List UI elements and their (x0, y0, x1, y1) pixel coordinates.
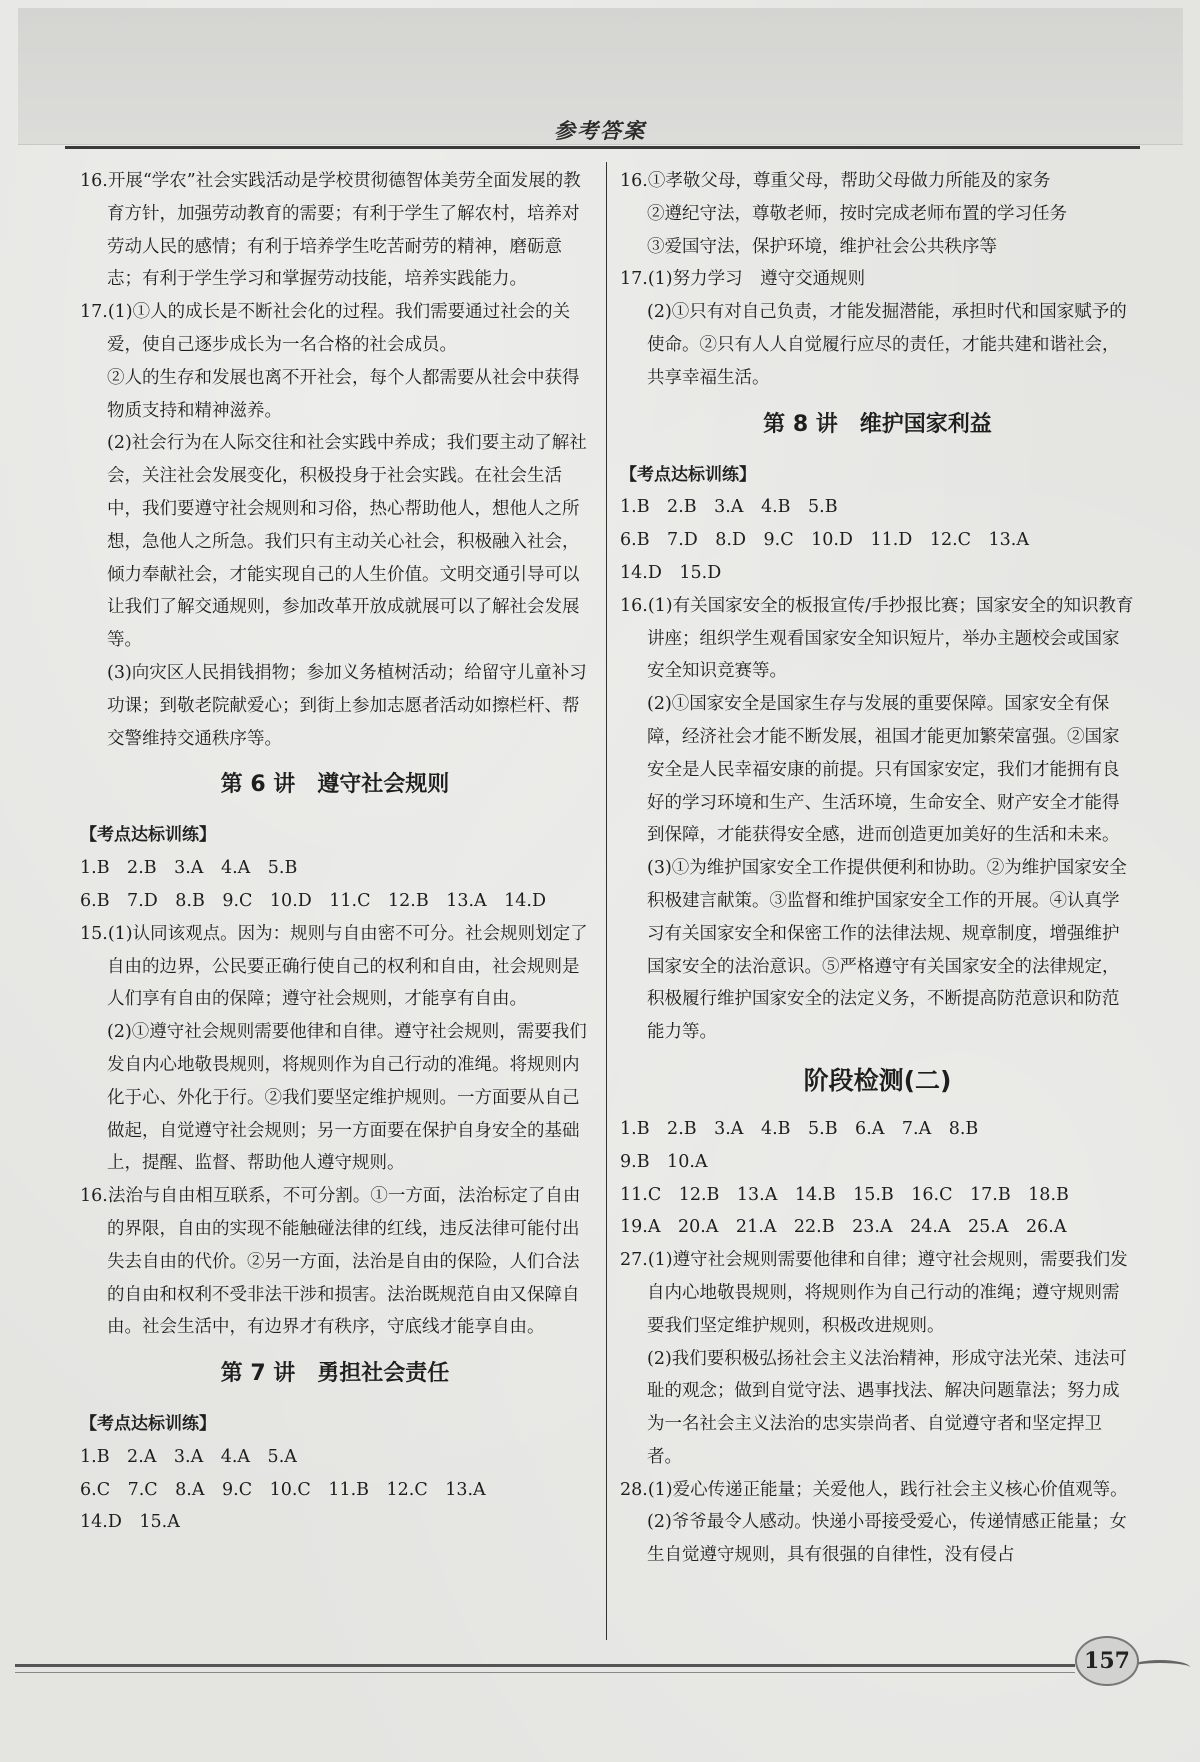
left-column (80, 165, 590, 1539)
column-divider (606, 162, 607, 1640)
stage-answer-28-1: 28.(1)爱心传递正能量；关爱他人，践行社会主义核心价值观等。 (620, 1479, 1128, 1500)
lesson-8-title: 第 8 讲 维护国家利益 (763, 411, 992, 437)
stage-answer-27-1: 27.(1)遵守社会规则需要他律和自律；遵守社会规则，需要我们发自内心地敬畏规则，将规则作为自己行动的准绳；遵守规则需要我们坚定维护规则，积极改进规则。 (620, 1250, 1128, 1336)
lesson-8-answers-3: 14.D 15.D (620, 562, 722, 583)
lesson-7-answer-17-2: (2)①只有对自己负责，才能发掘潜能，承担时代和国家赋予的使命。②只有人人自觉履行应尽的责任，才能共建和谐社会，共享幸福生活。 (647, 302, 1127, 388)
answer-17-1a: 17.(1)①人的成长是不断社会化的过程。我们需要通过社会的关爱，使自己逐步成长为一名合格的社会成员。 (80, 302, 571, 355)
lesson-6-answer-15-1: 15.(1)认同该观点。因为：规则与自由密不可分。社会规则划定了自由的边界，公民要正确行使自己的权利和自由，社会规则是人们享有自由的保障；遵守社会规则，才能享有自由。 (80, 923, 588, 1010)
footer-rule (15, 1664, 1075, 1667)
page-header-title: 参考答案 (554, 118, 646, 143)
lesson-6-answer-16: 16.法治与自由相互联系，不可分割。①一方面，法治标定了自由的界限，自由的实现不能触碰法律的红线，违反法律可能付出失去自由的代价。②另一方面，法治是自由的保险，人们合法的自由和权利不受非法干涉和损害。法治既规范自由又保障自由。社会生活中，有边界才有秩序，守底线才能享自由。 (80, 1186, 581, 1338)
lesson-8-answer-16-3: (3)①为维护国家安全工作提供便利和协助。②为维护国家安全积极建言献策。③监督和维护国家安全工作的开展。④认真学习有关国家安全和保密工作的法律法规、规章制度，增强维护国家安全的法治意识。⑤严格遵守有关国家安全的法律规定，积极履行维护国家安全的法定义务，不断提高防范意识和防范能力等。 (647, 858, 1127, 1043)
stage-answers-1: 1.B 2.B 3.A 4.B 5.B 6.A 7.A 8.B (620, 1118, 979, 1139)
lesson-6-answers-1: 1.B 2.B 3.A 4.A 5.B (80, 858, 298, 879)
answer-16: 16.开展“学农”社会实践活动是学校贯彻德智体美劳全面发展的教育方针，加强劳动教育的需要；有利于学生了解农村，培养对劳动人民的感情；有利于培养学生吃苦耐劳的精神，磨砺意志；有利于学生学习和掌握劳动技能，培养实践能力。 (80, 171, 581, 290)
footer-swoosh (1130, 1660, 1190, 1675)
lesson-7-section-head: 【考点达标训练】 (80, 1414, 216, 1435)
answer-17-3: (3)向灾区人民捐钱捐物；参加义务植树活动；给留守儿童补习功课；到敬老院献爱心；到街上参加志愿者活动如擦栏杆、帮交警维持交通秩序等。 (107, 662, 587, 749)
right-column (620, 165, 1135, 1572)
stage-answer-27-2: (2)我们要积极弘扬社会主义法治精神，形成守法光荣、违法可耻的观念；做到自觉守法、遇事找法、解决问题靠法；努力成为一名社会主义法治的忠实崇尚者、自觉遵守者和坚定捍卫者。 (647, 1348, 1127, 1467)
lesson-7-answers-1: 1.B 2.A 3.A 4.A 5.A (80, 1446, 297, 1467)
lesson-6-answers-2: 6.B 7.D 8.B 9.C 10.D 11.C 12.B 13.A 14.D (80, 890, 547, 911)
stage-answers-4: 19.A 20.A 21.A 22.B 23.A 24.A 25.A 26.A (620, 1217, 1067, 1238)
footer-rule-thin (15, 1672, 1075, 1673)
lesson-7-answers-2: 6.C 7.C 8.A 9.C 10.C 11.B 12.C 13.A (80, 1479, 486, 1500)
lesson-7-answer-17-1: 17.(1)努力学习 遵守交通规则 (620, 269, 866, 290)
stage-test-title: 阶段检测(二) (803, 1065, 952, 1095)
stage-answer-28-2: (2)爷爷最令人感动。快递小哥接受爱心，传递情感正能量；女生自觉遵守规则，具有很强的自律性，没有侵占 (647, 1512, 1127, 1566)
lesson-7-answer-16c: ③爱国守法，保护环境，维护社会公共秩序等 (647, 236, 997, 257)
lesson-8-section-head: 【考点达标训练】 (620, 464, 756, 485)
lesson-8-answer-16-1: 16.(1)有关国家安全的板报宣传/手抄报比赛；国家安全的知识教育讲座；组织学生观看国家安全知识短片，举办主题校会或国家安全知识竞赛等。 (620, 595, 1134, 682)
lesson-6-answer-15-2: (2)①遵守社会规则需要他律和自律。遵守社会规则，需要我们发自内心地敬畏规则，将规则作为自己行动的准绳。将规则内化于心、外化于行。②我们要坚定维护规则。一方面要从自己做起，自觉遵守社会规则；另一方面要在保护自身安全的基础上，提醒、监督、帮助他人遵守规则。 (107, 1022, 587, 1174)
lesson-8-answers-1: 1.B 2.B 3.A 4.B 5.B (620, 497, 838, 518)
lesson-8-answers-2: 6.B 7.D 8.D 9.C 10.D 11.D 12.C 13.A (620, 530, 1030, 551)
lesson-7-answer-16b: ②遵纪守法，尊敬老师，按时完成老师布置的学习任务 (647, 203, 1067, 224)
lesson-7-answer-16a: 16.①孝敬父母，尊重父母，帮助父母做力所能及的家务 (620, 171, 1051, 191)
answer-17-2: (2)社会行为在人际交往和社会实践中养成；我们要主动了解社会，关注社会发展变化，积极投身于社会实践。在社会生活中，我们要遵守社会规则和习俗，热心帮助他人，想他人之所想，急他人之所急。我们只有主动关心社会，积极融入社会，倾力奉献社会，才能实现自己的人生价值。文明交通引导可以让我们了解交通规则，参加改革开放成就展可以了解社会发展等。 (107, 433, 587, 651)
answer-17-1b: ②人的生存和发展也离不开社会，每个人都需要从社会中获得物质支持和精神滋养。 (107, 367, 580, 421)
lesson-6-title: 第 6 讲 遵守社会规则 (220, 772, 450, 798)
stage-answers-2: 9.B 10.A (620, 1151, 708, 1172)
lesson-7-answers-3: 14.D 15.A (80, 1512, 180, 1533)
header-rule (65, 146, 1140, 149)
lesson-8-answer-16-2: (2)①国家安全是国家生存与发展的重要保障。国家安全有保障，经济社会才能不断发展，祖国才能更加繁荣富强。②国家安全是人民幸福安康的前提。只有国家安定，我们才能拥有良好的学习环境和生产、生活环境，生命安全、财产安全才能得到保障，才能获得安全感，进而创造更加美好的生活和未来。 (647, 694, 1120, 846)
lesson-6-section-head: 【考点达标训练】 (80, 825, 216, 846)
stage-answers-3: 11.C 12.B 13.A 14.B 15.B 16.C 17.B 18.B (620, 1184, 1069, 1205)
page-number: 157 (1075, 1636, 1139, 1686)
lesson-7-title: 第 7 讲 勇担社会责任 (220, 1361, 450, 1387)
